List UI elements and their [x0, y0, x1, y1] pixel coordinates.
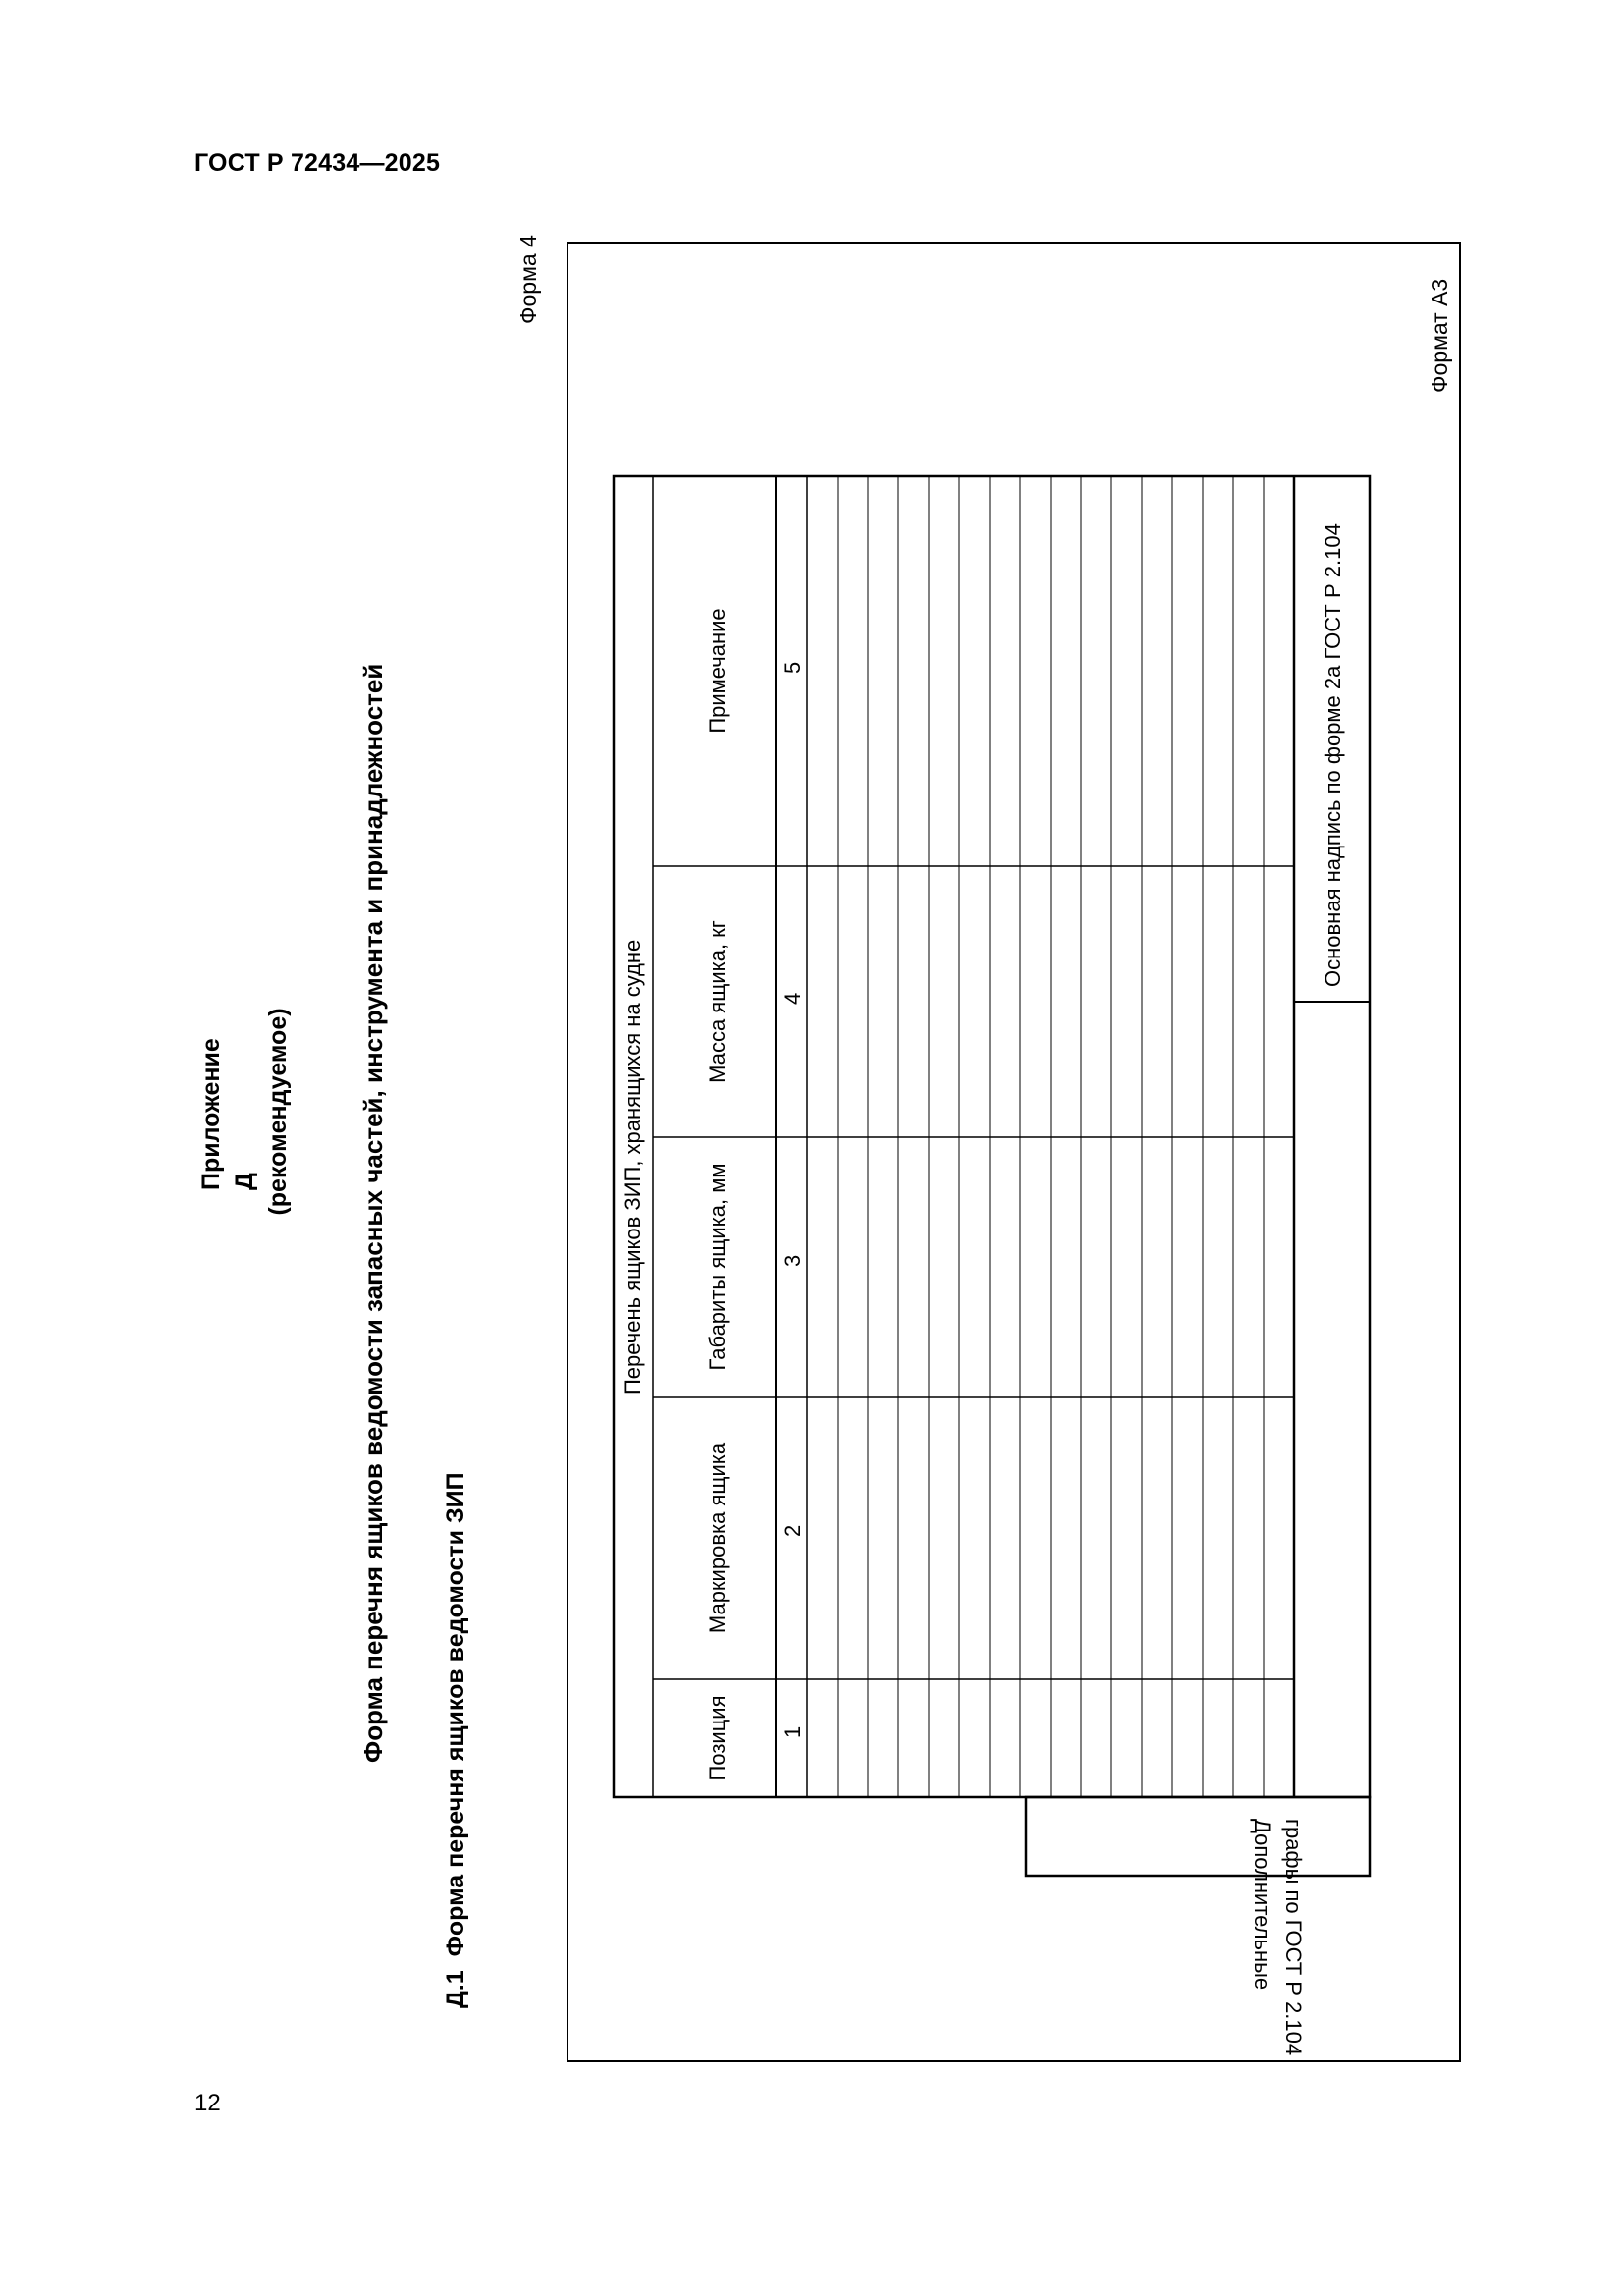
subsection-number: Д.1	[442, 1970, 469, 2008]
column-number-2: 2	[781, 1524, 805, 1537]
extra-columns-note-line1: Дополнительные	[1250, 1819, 1274, 1991]
column-number-3: 3	[781, 1254, 805, 1267]
page-number: 12	[194, 2090, 221, 2116]
table-caption: Перечень ящиков ЗИП, хранящихся на судне	[621, 939, 645, 1394]
column-number-4: 4	[781, 992, 805, 1005]
title-block-note: Основная надпись по форме 2а ГОСТ Р 2.104	[1321, 523, 1345, 987]
document-header: ГОСТ Р 72434—2025	[194, 149, 441, 177]
column-header-mass: Масса ящика, кг	[705, 920, 730, 1083]
column-number-5: 5	[781, 661, 805, 674]
appendix-status: (рекомендуемое)	[264, 1008, 292, 1216]
appendix-title: Приложение Д	[197, 1038, 258, 1190]
extra-columns-box	[1026, 1797, 1370, 1876]
column-header-marking: Маркировка ящика	[705, 1442, 730, 1634]
column-header-position: Позиция	[705, 1695, 730, 1781]
column-header-note: Примечание	[705, 608, 730, 734]
main-title: Форма перечня ящиков ведомости запасных частей, инструмента и принадлежностей	[358, 663, 388, 1763]
subsection-title: Форма перечня ящиков ведомости ЗИП	[442, 1472, 469, 1957]
column-number-1: 1	[781, 1725, 805, 1738]
format-label: Формат А3	[1427, 278, 1452, 393]
extra-columns-note-line2: графы по ГОСТ Р 2.104	[1281, 1819, 1306, 2056]
column-header-dimensions: Габариты ящика, мм	[705, 1163, 730, 1371]
form-number-label: Форма 4	[515, 235, 541, 324]
